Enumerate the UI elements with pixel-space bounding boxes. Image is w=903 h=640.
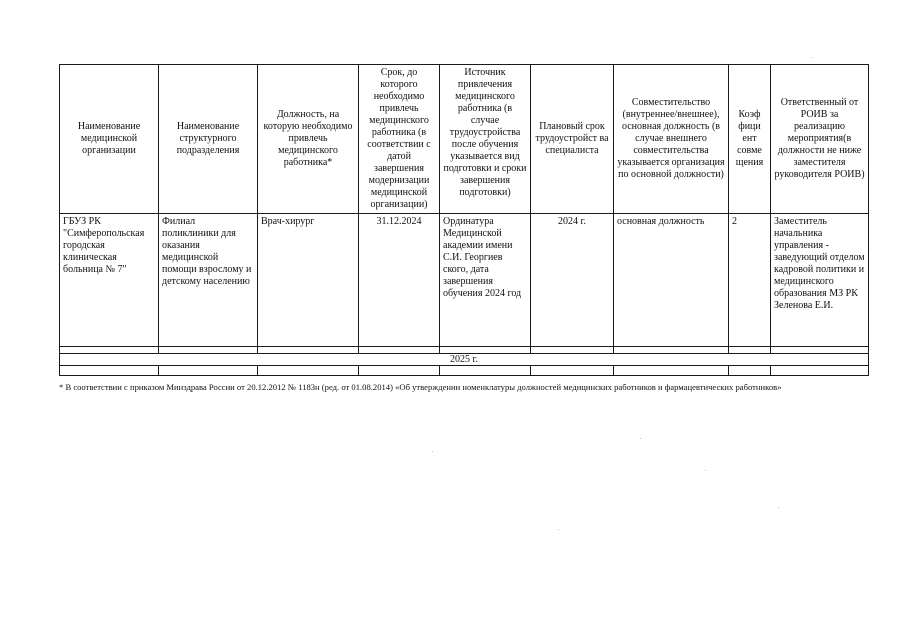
header-planned-term: Плановый срок трудоустройст ва специалиста [531,65,614,214]
staffing-plan-table [59,64,869,376]
cell-responsible: Заместитель начальника управления - заведующий отделом кадровой политики и медицинского образования МЗ РК Зеленова Е.И. [771,214,869,347]
header-coefficient: Коэф фици ент совме щения [729,65,771,214]
cell-combination: основная должность [614,214,729,347]
scan-speck [640,438,641,439]
scan-speck [432,451,433,452]
year-label: 2025 г. [60,354,869,366]
table-row [60,214,869,347]
table-empty-row [60,366,869,376]
scan-speck [778,507,779,508]
cell-planned-term: 2024 г. [531,214,614,347]
scan-speck [812,57,813,58]
table-year-row [60,354,869,366]
cell-source: Ординатура Медицинской академии имени С.И. Георгиев ского, дата завершения обучения 2024 год [440,214,531,347]
header-combination: Совместительство (внутреннее/внешнее), основная должность (в случае внешнего совместительства указывается организация по основной должности) [614,65,729,214]
footnote: * В соответствии с приказом Минздрава России от 20.12.2012 № 1183н (ред. от 01.08.2014) «Об утверждении номенклатуры должностей медицинских работников и фармацевтических работников» [59,382,782,392]
table-spacer-row [60,347,869,354]
table-header-row [60,65,869,214]
cell-deadline: 31.12.2024 [359,214,440,347]
header-deadline: Срок, до которого необходимо привлечь медицинского работника (в соответствии с датой завершения модернизации медицинской организации) [359,65,440,214]
cell-subdivision: Филиал поликлиники для оказания медицинской помощи взрослому и детскому населению [159,214,258,347]
cell-coefficient: 2 [729,214,771,347]
cell-position: Врач-хирург [258,214,359,347]
header-source: Источник привлечения медицинского работника (в случае трудоустройства после обучения указывается вид подготовки и сроки завершения подготовки) [440,65,531,214]
cell-organization: ГБУЗ РК "Симферопольская городская клиническая больница № 7" [60,214,159,347]
scan-speck [558,529,559,530]
header-position: Должность, на которую необходимо привлечь медицинского работника* [258,65,359,214]
header-subdivision: Наименование структурного подразделения [159,65,258,214]
header-organization: Наименование медицинской организации [60,65,159,214]
scan-speck [705,470,706,471]
header-responsible: Ответственный от РОИВ за реализацию мероприятия(в должности не ниже заместителя руководителя РОИВ) [771,65,869,214]
